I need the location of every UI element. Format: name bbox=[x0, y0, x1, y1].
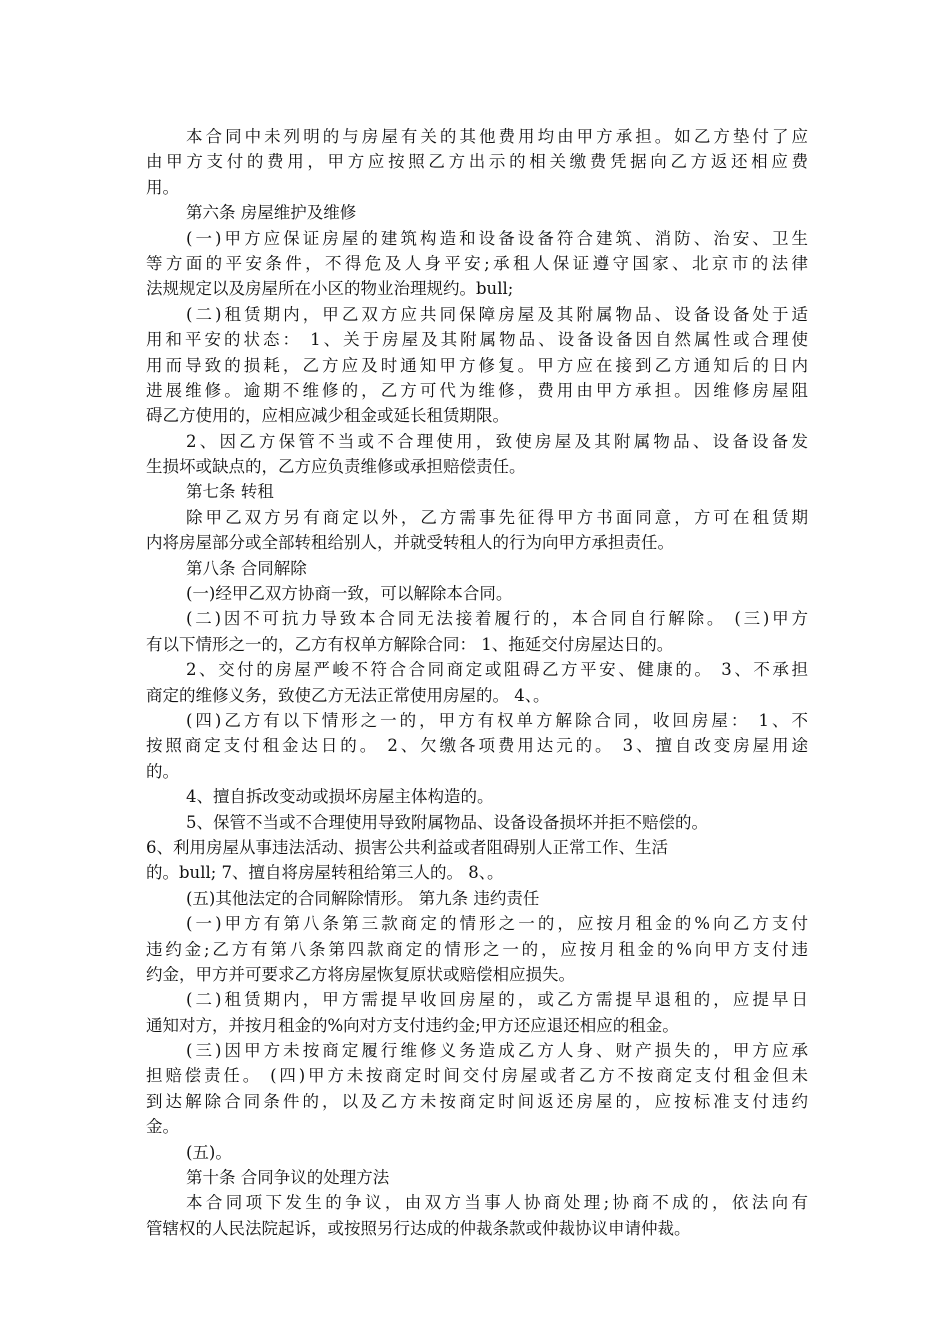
text-line: 生损坏或缺点的，乙方应负责维修或承担赔偿责任。 bbox=[146, 457, 526, 477]
text-line: 用而导致的损耗，乙方应及时通知甲方修复。甲方应在接到乙方通知后的日内 bbox=[146, 355, 808, 375]
text-line: 第八条 合同解除 bbox=[186, 558, 307, 578]
text-line: (四)乙方有以下情形之一的，甲方有权单方解除合同，收回房屋： 1、不 bbox=[186, 710, 808, 730]
text-line: 第七条 转租 bbox=[186, 482, 274, 502]
text-line: (一)甲方应保证房屋的建筑构造和设备设备符合建筑、消防、治安、卫生 bbox=[186, 228, 808, 248]
text-line: 按照商定支付租金达日的。 2、欠缴各项费用达元的。 3、擅自改变房屋用途 bbox=[146, 736, 808, 756]
text-line: 第六条 房屋维护及维修 bbox=[186, 203, 357, 223]
text-line: 6、利用房屋从事违法活动、损害公共利益或者阻碍别人正常工作、生活 bbox=[146, 837, 668, 857]
text-line: (三)因甲方未按商定履行维修义务造成乙方人身、财产损失的，甲方应承 bbox=[186, 1041, 808, 1061]
text-line: 内将房屋部分或全部转租给别人，并就受转租人的行为向甲方承担责任。 bbox=[146, 533, 674, 553]
text-line: 本合同中未列明的与房屋有关的其他费用均由甲方承担。如乙方垫付了应 bbox=[186, 127, 808, 146]
text-line: (一)甲方有第八条第三款商定的情形之一的，应按月租金的%向乙方支付 bbox=[186, 914, 808, 934]
text-line: 第十条 合同争议的处理方法 bbox=[186, 1168, 390, 1188]
text-line: (五)。 bbox=[186, 1142, 232, 1162]
text-line: (二)因不可抗力导致本合同无法接着履行的，本合同自行解除。 (三)甲方 bbox=[186, 609, 808, 629]
text-line: (五)其他法定的合同解除情形。 第九条 违约责任 bbox=[186, 888, 540, 908]
text-line: 2、因乙方保管不当或不合理使用，致使房屋及其附属物品、设备设备发 bbox=[186, 431, 808, 451]
text-line: 担赔偿责任。 (四)甲方未按商定时间交付房屋或者乙方不按商定支付租金但未 bbox=[146, 1066, 808, 1086]
text-line: 有以下情形之一的，乙方有权单方解除合同： 1、拖延交付房屋达日的。 bbox=[146, 634, 674, 654]
text-line: 用和平安的状态： 1、关于房屋及其附属物品、设备设备因自然属性或合理使 bbox=[146, 330, 808, 350]
contract-text-body bbox=[146, 124, 808, 1241]
text-line: 2、交付的房屋严峻不符合合同商定或阻碍乙方平安、健康的。 3、不承担 bbox=[186, 660, 808, 680]
text-line: 等方面的平安条件，不得危及人身平安;承租人保证遵守国家、北京市的法律 bbox=[146, 253, 808, 273]
text-line: 本合同项下发生的争议，由双方当事人协商处理;协商不成的，依法向有 bbox=[186, 1193, 808, 1213]
text-line: 通知对方，并按月租金的%向对方支付违约金;甲方还应退还相应的租金。 bbox=[146, 1015, 679, 1035]
text-line: 的。 bbox=[146, 761, 179, 781]
text-line: (二)租赁期内，甲方需提早收回房屋的，或乙方需提早退租的，应提早日 bbox=[186, 990, 808, 1010]
text-line: 金。 bbox=[146, 1117, 179, 1137]
text-line: 4、擅自拆改变动或损坏房屋主体构造的。 bbox=[186, 787, 494, 807]
text-line: 由甲方支付的费用，甲方应按照乙方出示的相关缴费凭据向乙方返还相应费 bbox=[146, 152, 808, 172]
text-line: 进展维修。逾期不维修的，乙方可代为维修，费用由甲方承担。因维修房屋阻 bbox=[146, 380, 808, 400]
text-line: 到达解除合同条件的，以及乙方未按商定时间返还房屋的，应按标准支付违约 bbox=[146, 1091, 808, 1111]
text-line: 约金，甲方并可要求乙方将房屋恢复原状或赔偿相应损失。 bbox=[146, 964, 575, 984]
text-line: 商定的维修义务，致使乙方无法正常使用房屋的。 4、。 bbox=[146, 685, 550, 705]
text-line: (二)租赁期内，甲乙双方应共同保障房屋及其附属物品、设备设备处于适 bbox=[186, 304, 808, 324]
text-line: 5、保管不当或不合理使用导致附属物品、设备设备损坏并拒不赔偿的。 bbox=[186, 812, 708, 832]
text-line: 碍乙方使用的，应相应减少租金或延长租赁期限。 bbox=[146, 406, 509, 426]
text-line: 管辖权的人民法院起诉，或按照另行达成的仲裁条款或仲裁协议申请仲裁。 bbox=[146, 1218, 691, 1238]
text-line: 的。bull; 7、擅自将房屋转租给第三人的。 8、。 bbox=[146, 863, 504, 883]
text-line: 法规规定以及房屋所在小区的物业治理规约。bull; bbox=[146, 279, 514, 299]
text-line: 违约金;乙方有第八条第四款商定的情形之一的，应按月租金的%向甲方支付违 bbox=[146, 939, 808, 959]
text-line: 除甲乙双方另有商定以外，乙方需事先征得甲方书面同意，方可在租赁期 bbox=[186, 507, 808, 527]
text-line: (一)经甲乙双方协商一致，可以解除本合同。 bbox=[186, 584, 513, 604]
text-line: 用。 bbox=[146, 177, 179, 197]
